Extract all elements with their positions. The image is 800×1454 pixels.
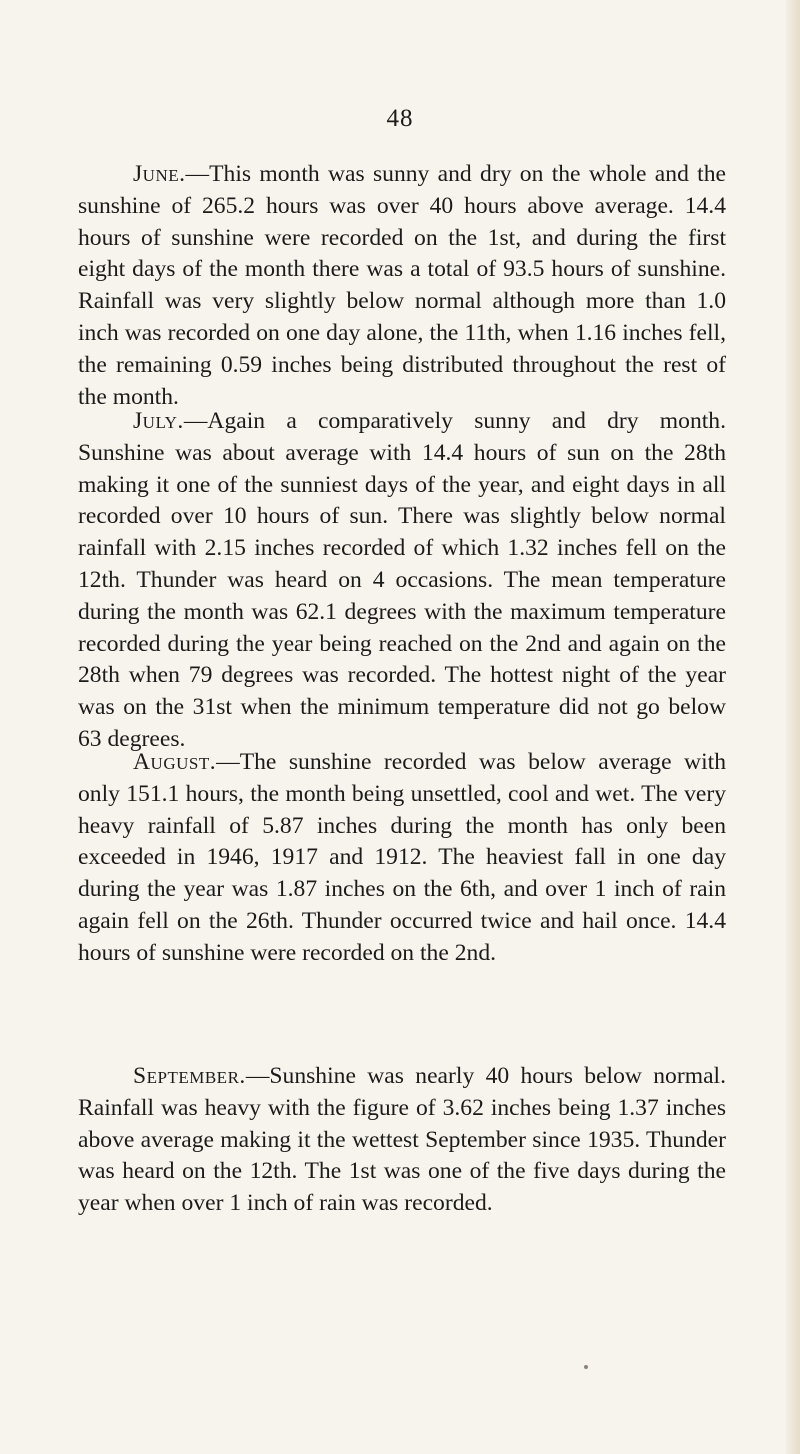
paper-speck [584,1365,588,1369]
paragraph-july [78,406,726,756]
paragraph-body-september: —Sunshine was nearly 40 hours below normal. Rainfall was heavy with the figure of 3.62 inches being 1.37 inches above average making it the wettest September since 1935. Thunder was heard on the 12th. The 1st was one of the five days during the year when over 1 inch of rain was recorded. [78,1063,726,1217]
month-heading-june: June. [133,161,186,187]
month-heading-september: September. [133,1063,246,1089]
page-edge-shadow [786,0,800,1454]
paragraph-body-august: —The sunshine recorded was below average with only 151.1 hours, the month being unsettled, cool and wet. The very heavy rainfall of 5.87 inches during the month has only been exceeded in 1946, 1917 and 1912. The heaviest fall in one day during the year was 1.87 inches on the 6th, and over 1 inch of rain again fell on the 26th. Thunder occurred twice and hail once. 14.4 hours of sunshine were recorded on the 2nd. [78,749,726,966]
paragraph-august [78,747,726,970]
month-heading-july: July. [133,408,184,434]
paragraph-body-july: —Again a comparatively sunny and dry month. Sunshine was about average with 14.4 hours of sun on the 28th making it one of the sunniest days of the year, and eight days in all recorded over 10 hours of sun. There was slightly below normal rainfall with 2.15 inches recorded of which 1.32 inches fell on the 12th. Thunder was heard on 4 occasions. The mean temperature during the month was 62.1 degrees with the maximum temperature recorded during the year being reached on the 2nd and again on the 28th when 79 degrees was recorded. The hottest night of the year was on the 31st when the minimum temperature did not go below 63 degrees. [78,408,726,752]
paragraph-june [78,159,726,413]
page-number: 48 [386,105,414,132]
paragraph-september [78,1061,726,1220]
paragraph-body-june: —This month was sunny and dry on the whole and the sunshine of 265.2 hours was over 40 hours above average. 14.4 hours of sunshine were recorded on the 1st, and during the first eight days of the month there was a total of 93.5 hours of sunshine. Rainfall was very slightly below normal although more than 1.0 inch was recorded on one day alone, the 11th, when 1.16 inches fell, the remaining 0.59 inches being distributed throughout the rest of the month. [78,161,726,410]
month-heading-august: August. [133,749,217,775]
